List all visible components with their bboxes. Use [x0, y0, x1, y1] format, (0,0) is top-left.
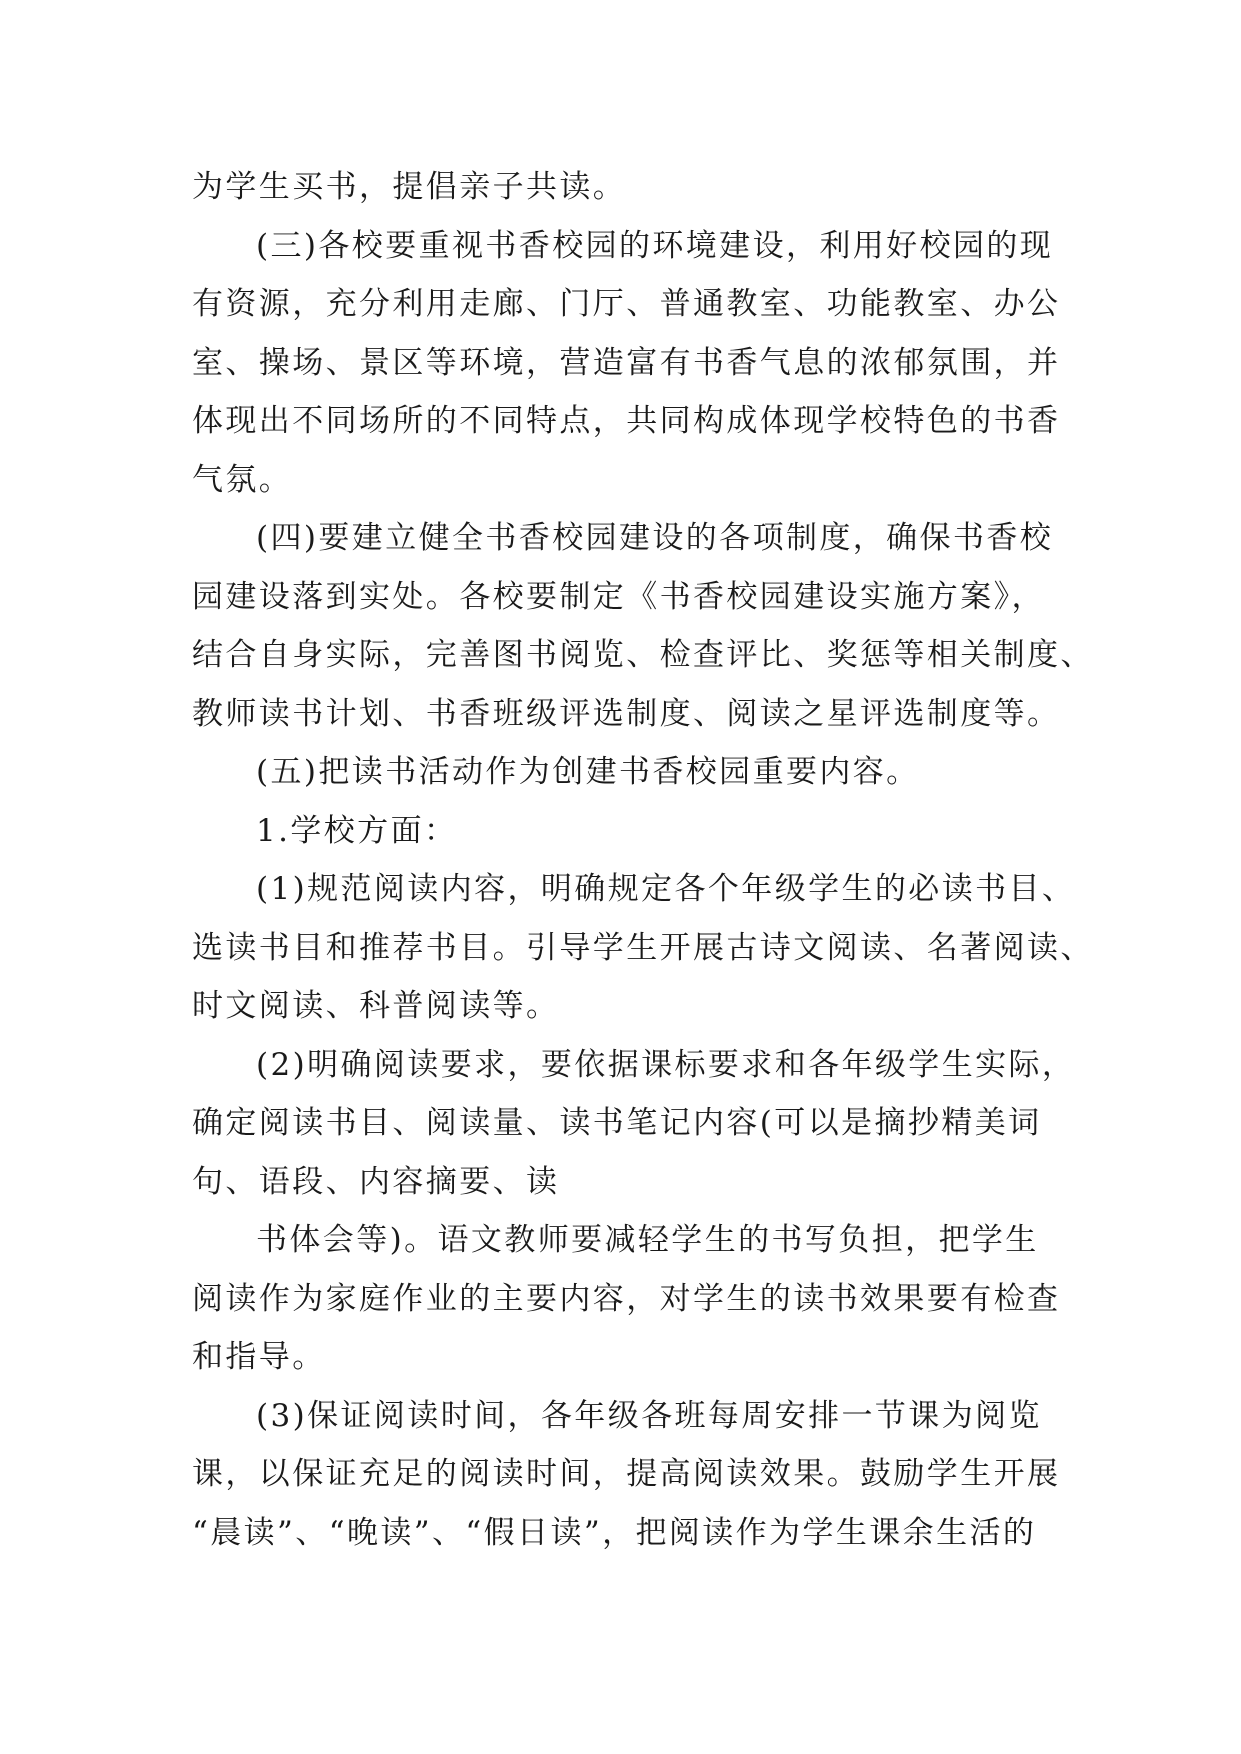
text-line: (五)把读书活动作为创建书香校园重要内容。	[256, 754, 920, 790]
text-line: (三)各校要重视书香校园的环境建设，利用好校园的现	[256, 227, 1054, 264]
text-line: (1)规范阅读内容，明确规定各个年级学生的必读书目、	[256, 871, 1076, 907]
text-line: 选读书目和推荐书目。引导学生开展古诗文阅读、名著阅读、	[192, 929, 1094, 966]
text-line: 1.学校方面：	[256, 812, 458, 849]
text-line: 体现出不同场所的不同特点，共同构成体现学校特色的书香	[192, 403, 1061, 439]
text-line: 确定阅读书目、阅读量、读书笔记内容(可以是摘抄精美词	[192, 1105, 1042, 1141]
text-line: 句、语段、内容摘要、读	[192, 1163, 560, 1200]
text-line: 室、操场、景区等环境，营造富有书香气息的浓郁氛围，并	[192, 344, 1061, 381]
text-line: 时文阅读、科普阅读等。	[192, 988, 560, 1024]
text-line: 有资源，充分利用走廊、门厅、普通教室、功能教室、办公	[192, 286, 1061, 322]
text-line: 阅读作为家庭作业的主要内容，对学生的读书效果要有检查	[192, 1280, 1061, 1317]
text-line: 为学生买书，提倡亲子共读。	[192, 169, 627, 205]
text-line: 课，以保证充足的阅读时间，提高阅读效果。鼓励学生开展	[192, 1456, 1061, 1492]
text-line: 和指导。	[192, 1339, 326, 1375]
text-line: (3)保证阅读时间，各年级各班每周安排一节课为阅览	[256, 1397, 1042, 1434]
text-line: 园建设落到实处。各校要制定《书香校园建设实施方案》，	[192, 578, 1045, 615]
text-line: 书体会等)。语文教师要减轻学生的书写负担，把学生	[256, 1222, 1039, 1258]
document-body	[192, 158, 1094, 1562]
text-line: (四)要建立健全书香校园建设的各项制度，确保书香校	[256, 520, 1054, 556]
text-line: 结合自身实际，完善图书阅览、检查评比、奖惩等相关制度、	[192, 637, 1094, 673]
text-line: 教师读书计划、书香班级评选制度、阅读之星评选制度等。	[192, 695, 1061, 732]
text-line: (2)明确阅读要求，要依据课标要求和各年级学生实际，	[256, 1046, 1076, 1083]
text-line: “晨读”、“晚读”、“假日读”，把阅读作为学生课余生活的	[192, 1514, 1037, 1551]
text-line: 气氛。	[192, 461, 293, 498]
